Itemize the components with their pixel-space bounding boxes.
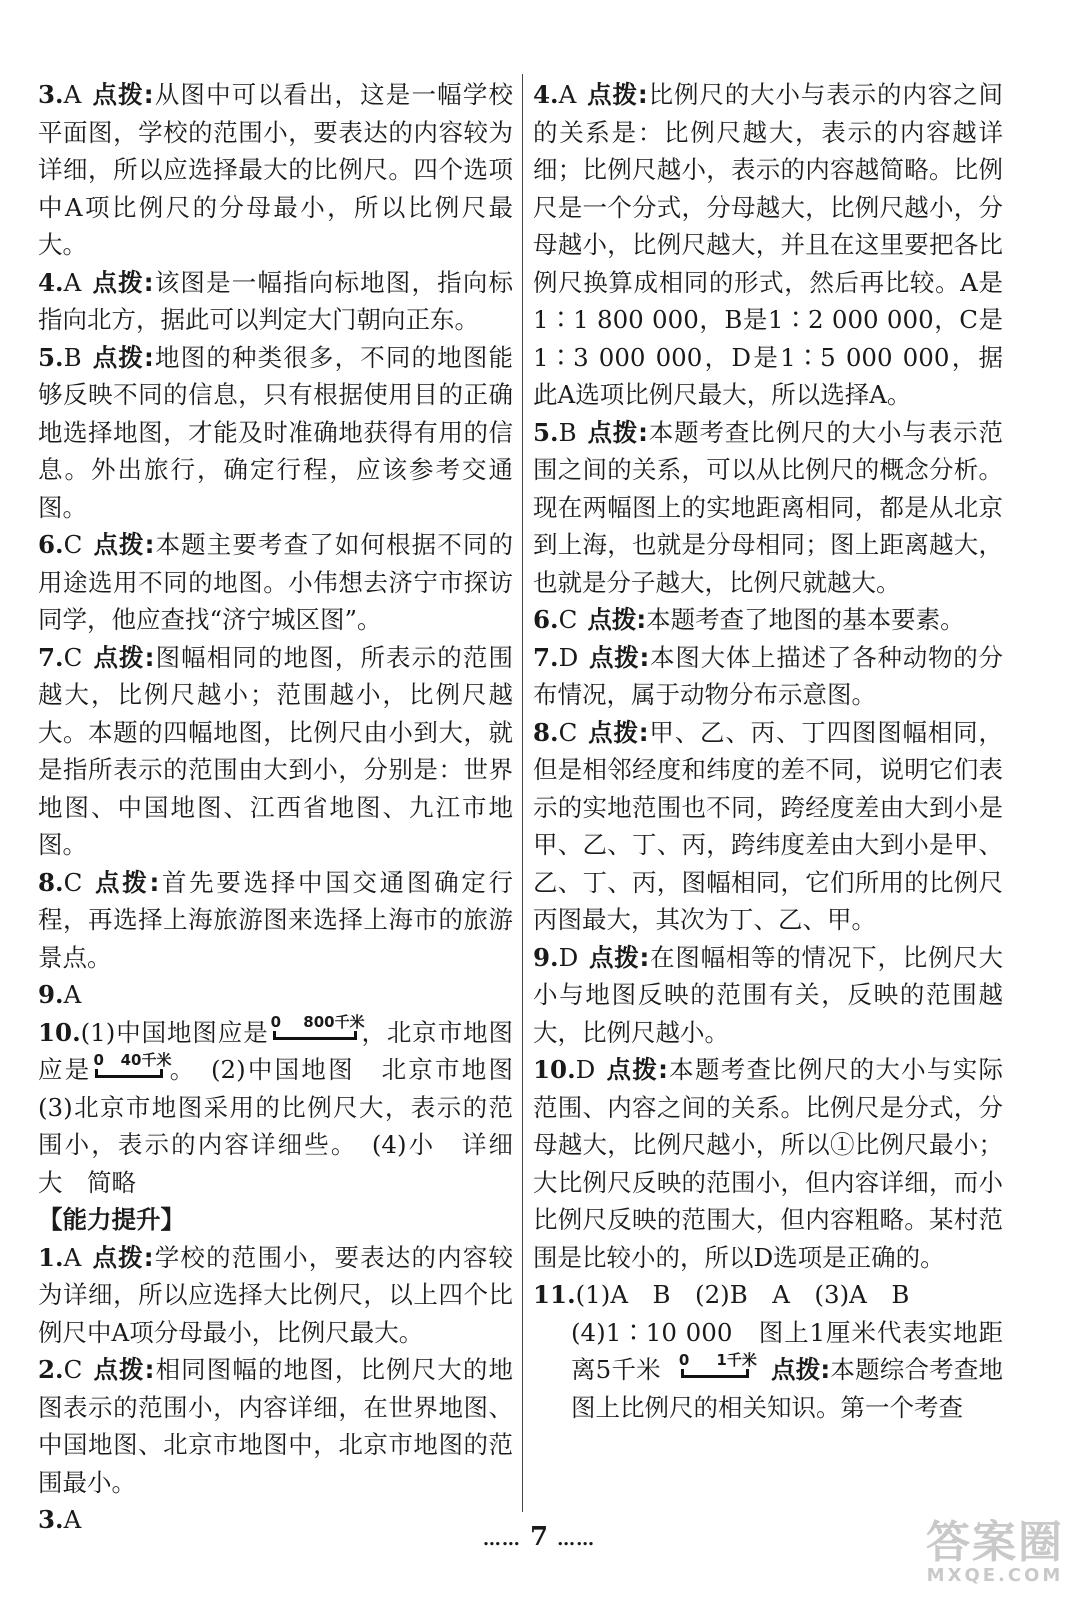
- item-number: 9.: [533, 942, 559, 972]
- tip-label: 点拨:: [92, 530, 155, 559]
- item-number: 7.: [533, 642, 559, 672]
- footer-dots-left: ……: [482, 1529, 521, 1550]
- answer-text: (1)A B (2)B A (3)A B: [575, 1280, 910, 1309]
- answer-item-6: [38, 526, 513, 639]
- item-answer: C: [63, 642, 83, 672]
- tip-label: 点拨:: [770, 1355, 831, 1384]
- answer-item-5: [38, 339, 513, 527]
- answer-item-p7: [533, 639, 1003, 714]
- item-number: 6.: [38, 530, 64, 559]
- scale-bar-800km: [270, 1013, 365, 1049]
- watermark-url: MXQE.COM: [926, 1565, 1064, 1586]
- explanation-text: 本题考查了地图的基本要素。: [646, 605, 965, 634]
- scale-tick: [746, 1369, 749, 1378]
- item-answer: A: [63, 1505, 82, 1534]
- page-footer: [0, 1522, 1078, 1552]
- item-number: 5.: [38, 342, 64, 372]
- tip-label: 点拨:: [588, 642, 650, 672]
- answer-item-10: [38, 1013, 538, 1202]
- item-answer: A: [63, 80, 82, 109]
- tip-label: 点拨:: [91, 80, 154, 109]
- item-answer: C: [63, 530, 83, 559]
- item-answer: A: [63, 1242, 82, 1272]
- scale-zero-label: 0: [678, 1350, 690, 1369]
- answer-item-p1: [38, 1239, 513, 1352]
- answer-item-p8: [533, 714, 1003, 939]
- explanation-text: 首先要选择中国交通图确定行程，再选择上海旅游图来选择上海市的旅游景点。: [38, 867, 513, 972]
- scale-distance-label: 1千米: [716, 1350, 757, 1369]
- tip-label: 点拨:: [605, 1055, 668, 1084]
- watermark: [926, 1517, 1064, 1586]
- item-answer: C: [63, 867, 83, 897]
- scale-line: [95, 1075, 163, 1078]
- scale-zero-label: 0: [270, 1013, 282, 1031]
- item-answer: D: [558, 942, 579, 972]
- scale-tick: [354, 1031, 357, 1040]
- explanation-text: 图幅相同的地图，所表示的范围越大，比例尺越小；范围越小，比例尺越大。本题的四幅地图，比例尺由小到大，就是指所表示的范围由大到小，分别是：世界地图、中国地图、江西省地图、九江市地图。: [38, 642, 513, 859]
- tip-label: 点拨:: [91, 1242, 154, 1272]
- answer-item-p10: [533, 1051, 1003, 1276]
- footer-dots-right: ……: [557, 1529, 596, 1550]
- explanation-text: 本题考查比例尺的大小与实际范围、内容之间的关系。比例尺是分式，分母越大，比例尺越小，所以①比例尺最小；大比例尺反映的范围小，但内容详细，而小比例尺反映的范围大，但内容粗略。某村范围是比较小的，所以D选项是正确的。: [533, 1055, 1003, 1272]
- column-divider: [522, 74, 523, 1512]
- scale-tick: [160, 1069, 163, 1078]
- item-number: 3.: [38, 1505, 64, 1534]
- item-number: 10.: [533, 1055, 576, 1084]
- answer-item-4: [38, 264, 513, 339]
- item-number: 6.: [533, 605, 559, 634]
- scale-bar-40km: [93, 1050, 172, 1087]
- item-answer: D: [575, 1055, 596, 1084]
- tip-label: 点拨:: [586, 417, 648, 447]
- item-answer: B: [558, 417, 577, 447]
- answer-item-9: [38, 976, 513, 1014]
- item-number: 7.: [38, 642, 64, 672]
- answer-item-p4: [533, 76, 1003, 414]
- answer-text: (4)1∶10 000 图上1厘米代表实地距离5千米: [571, 1317, 1003, 1384]
- watermark-logo-text: 答案圈: [926, 1517, 1064, 1568]
- item-number: 5.: [533, 417, 559, 447]
- item-answer: C: [63, 1355, 83, 1384]
- item-number: 11.: [533, 1280, 576, 1309]
- right-column: [533, 76, 1003, 1426]
- answer-item-3: [38, 76, 513, 264]
- tip-label: 点拨:: [588, 942, 650, 972]
- scale-line: [681, 1375, 749, 1378]
- explanation-text: 甲、乙、丙、丁四图图幅相同，但是相邻经度和纬度的差不同，说明它们表示的实地范围也不同，跨经度差由大到小是甲、乙、丁、丙，跨纬度差由大到小是甲、乙、丁、丙，图幅相同，它们所用的比例尺丙图最大，其次为丁、乙、甲。: [533, 717, 1003, 934]
- scale-line: [273, 1037, 357, 1040]
- answer-item-p5: [533, 414, 1003, 602]
- tip-label: 点拨:: [586, 80, 648, 109]
- tip-label: 点拨:: [587, 605, 647, 634]
- answer-item-p11: [533, 1276, 1003, 1314]
- tip-label: 点拨:: [92, 867, 160, 897]
- item-number: 3.: [38, 80, 64, 109]
- left-column: [38, 76, 538, 1539]
- item-answer: A: [558, 80, 577, 109]
- explanation-text: 地图的种类很多，不同的地图能够反映不同的信息，只有根据使用目的正确地选择地图，才能及时准确地获得有用的信息。外出旅行，确定行程，应该参考交通图。: [38, 342, 513, 522]
- tip-label: 点拨:: [91, 267, 154, 297]
- answer-text: ，北京市地图应是: [38, 1017, 513, 1084]
- item-number: 2.: [38, 1355, 64, 1384]
- explanation-text: 相同图幅的地图，比例尺大的地图表示的范围小，内容详细，在世界地图、中国地图、北京市地图中，北京市地图的范围最小。: [38, 1355, 513, 1497]
- explanation-text: 本图大体上描述了各种动物的分布情况，属于动物分布示意图。: [533, 642, 1003, 709]
- item-number: 8.: [533, 717, 559, 747]
- item-number: 1.: [38, 1242, 64, 1272]
- scale-bar-1km: [678, 1350, 757, 1387]
- item-answer: A: [63, 267, 82, 297]
- answer-item-8: [38, 864, 513, 977]
- item-answer: D: [558, 642, 579, 672]
- tip-label: 点拨:: [587, 717, 649, 747]
- explanation-text: 本题考查比例尺的大小与表示范围之间的关系，可以从比例尺的概念分析。现在两幅图上的实地距离相同，都是从北京到上海，也就是分母相同；图上距离越大，也就是分子越大，比例尺就越大。: [533, 417, 1003, 597]
- item-number: 8.: [38, 867, 64, 897]
- answer-text: 。 (2)中国地图 北京市地图 (3)北京市地图采用的比例尺大，表示的范围小，表示的内容详细些。 (4)小 详细 大 简略: [38, 1055, 538, 1197]
- explanation-text: 比例尺的大小与表示的内容之间的关系是：比例尺越大，表示的内容越详细；比例尺越小，表示的内容越简略。比例尺是一个分式，分母越大，比例尺越小，分母越小，比例尺越大，并且在这里要把各比例尺换算成相同的形式，然后再比较。A是1∶1 800 000，B是1∶2 000 000，C是1∶3 000 000，D是1∶5 000 000，据此A选项比例尺最大，所以选择A。: [533, 80, 1003, 409]
- answer-text: (1)中国地图应是: [80, 1017, 269, 1047]
- answer-item-p6: [533, 601, 1003, 639]
- tip-label: 点拨:: [92, 1355, 155, 1384]
- item-answer: C: [558, 605, 578, 634]
- scale-zero-label: 0: [93, 1050, 104, 1069]
- section-heading: 【能力提升】: [38, 1205, 185, 1234]
- answer-item-p9: [533, 939, 1003, 1052]
- tip-label: 点拨:: [92, 642, 155, 672]
- explanation-text: 本题主要考查了如何根据不同的用途选用不同的地图。小伟想去济宁市探访同学，他应查找“济宁城区图”。: [38, 530, 513, 634]
- scale-distance-label: 800千米: [303, 1013, 365, 1031]
- item-answer: A: [63, 980, 82, 1009]
- item-number: 4.: [533, 80, 559, 109]
- explanation-text: 该图是一幅指向标地图，指向标指向北方，据此可以判定大门朝向正东。: [38, 267, 513, 334]
- answer-item-p11-cont: [533, 1314, 1003, 1427]
- explanation-text: 本题综合考查地图上比例尺的相关知识。第一个考查: [571, 1355, 1003, 1422]
- item-number: 4.: [38, 267, 64, 297]
- item-answer: C: [558, 717, 578, 747]
- answer-item-7: [38, 639, 513, 864]
- scale-distance-label: 40千米: [120, 1050, 172, 1069]
- page-number: 7: [529, 1522, 549, 1552]
- tip-label: 点拨:: [91, 342, 154, 372]
- item-number: 10.: [38, 1017, 81, 1047]
- explanation-text: 学校的范围小，要表达的内容较为详细，所以应选择大比例尺，以上四个比例尺中A项分母最小，比例尺最大。: [38, 1242, 513, 1347]
- explanation-text: 从图中可以看出，这是一幅学校平面图，学校的范围小，要表达的内容较为详细，所以应选择最大的比例尺。四个选项中A项比例尺的分母最小，所以比例尺最大。: [38, 80, 513, 259]
- explanation-text: 在图幅相等的情况下，比例尺大小与地图反映的范围有关，反映的范围越大，比例尺越小。: [533, 942, 1003, 1047]
- answer-item-p2: [38, 1351, 513, 1501]
- item-answer: B: [63, 342, 82, 372]
- item-number: 9.: [38, 980, 64, 1009]
